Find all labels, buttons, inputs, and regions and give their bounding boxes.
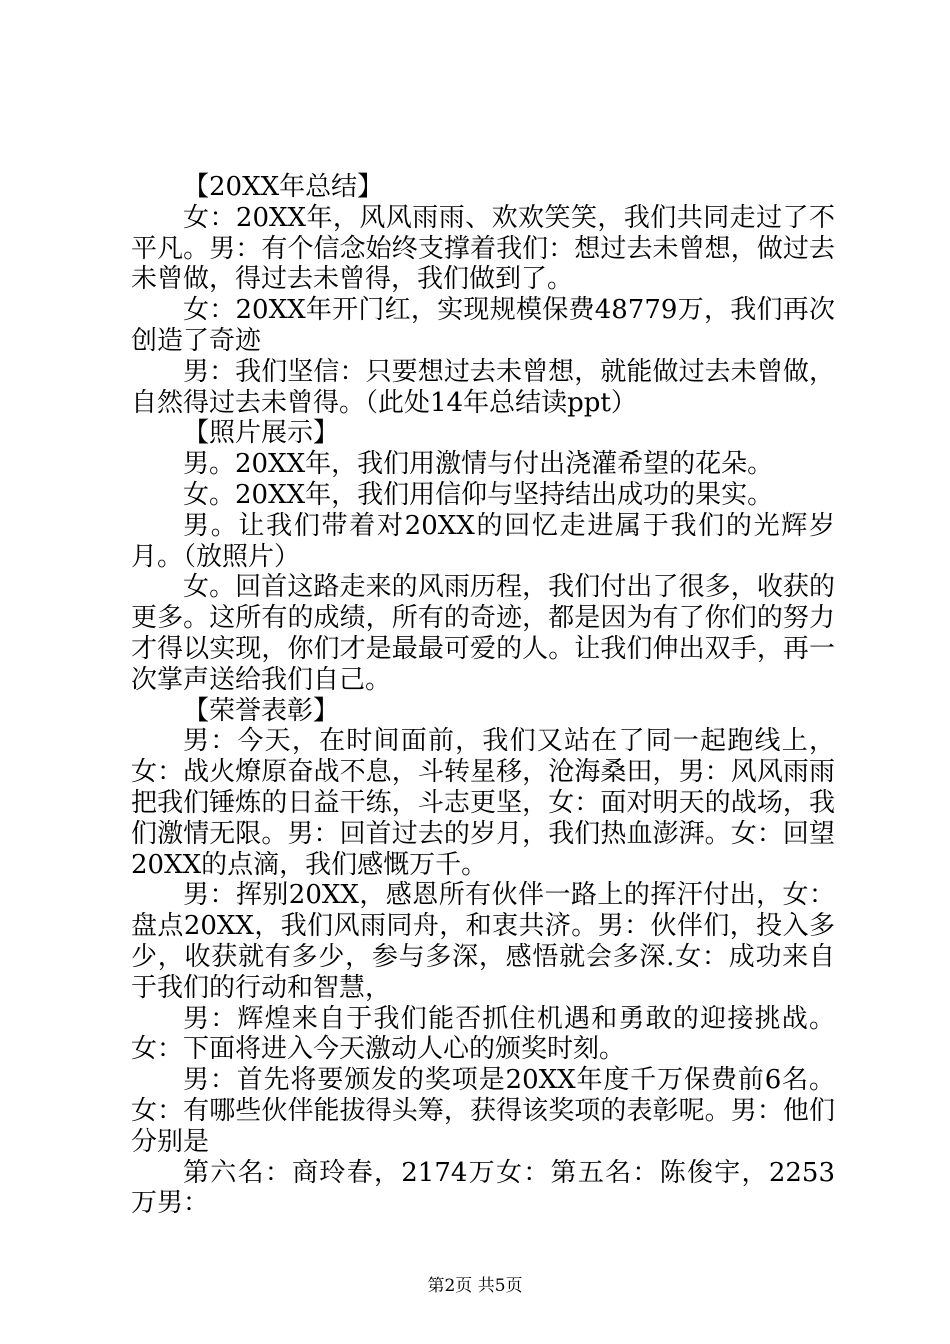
document-body bbox=[131, 172, 835, 1219]
section-heading-honors: 【荣誉表彰】 bbox=[183, 695, 340, 726]
paragraph: 男：我们坚信：只要想过去未曾想，就能做过去未曾做，自然得过去未曾得。（此处14年总结读ppt） bbox=[131, 356, 835, 418]
paragraph: 男：辉煌来自于我们能否抓住机遇和勇敢的迎接挑战。女：下面将进入今天激动人心的颁奖时刻。 bbox=[131, 1003, 835, 1065]
paragraph: 男。让我们带着对20XX的回忆走进属于我们的光辉岁月。（放照片） bbox=[131, 510, 835, 572]
section-heading-photos: 【照片展示】 bbox=[183, 418, 340, 449]
paragraph: 女：20XX年开门红，实现规模保费48779万，我们再次创造了奇迹 bbox=[131, 295, 835, 356]
paragraph: 男。20XX年，我们用激情与付出浇灌希望的花朵。 bbox=[183, 449, 774, 480]
paragraph: 男：挥别20XX，感恩所有伙伴一路上的挥汗付出，女：盘点20XX，我们风雨同舟，和衷共济。男：伙伴们，投入多少，收获就有多少，参与多深，感悟就会多深.女：成功来自于我们的行动和智慧， bbox=[131, 880, 835, 1003]
paragraph: 女。20XX年，我们用信仰与坚持结出成功的果实。 bbox=[183, 479, 774, 510]
paragraph: 女。回首这路走来的风雨历程，我们付出了很多，收获的更多。这所有的成绩，所有的奇迹，都是因为有了你们的努力才得以实现，你们才是最最可爱的人。让我们伸出双手，再一次掌声送给我们自己。 bbox=[131, 572, 835, 695]
paragraph: 女：20XX年，风风雨雨、欢欢笑笑，我们共同走过了不平凡。男：有个信念始终支撑着我们：想过去未曾想，做过去未曾做，得过去未曾得，我们做到了。 bbox=[131, 202, 835, 295]
paragraph: 第六名：商玲春，2174万女：第五名：陈俊宇，2253万男： bbox=[131, 1157, 835, 1219]
page-footer: 第2页 共5页 bbox=[427, 1276, 523, 1296]
section-heading-summary: 【20XX年总结】 bbox=[183, 172, 384, 202]
paragraph: 男：今天，在时间面前，我们又站在了同一起跑线上，女：战火燎原奋战不息，斗转星移，沧海桑田，男：风风雨雨把我们锤炼的日益干练，斗志更坚，女：面对明天的战场，我们激情无限。男：回首过去的岁月，我们热血澎湃。女：回望20XX的点滴，我们感慨万千。 bbox=[131, 726, 835, 880]
paragraph: 男：首先将要颁发的奖项是20XX年度千万保费前6名。女：有哪些伙伴能拔得头筹，获得该奖项的表彰呢。男：他们分别是 bbox=[131, 1065, 835, 1157]
